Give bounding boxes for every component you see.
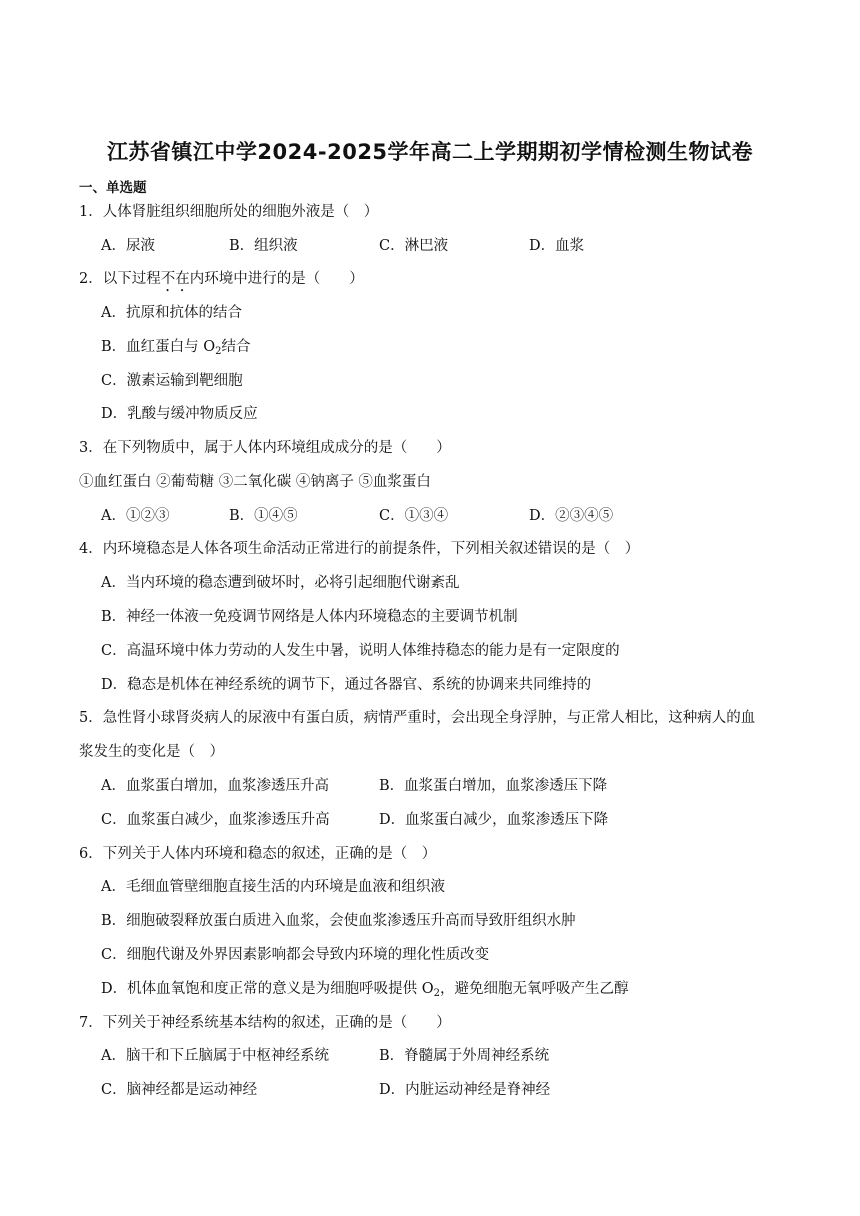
question-7-option-d: D．内脏运动神经是脊神经: [379, 1082, 551, 1098]
question-4-stem: 4．内环境稳态是人体各项生命活动正常进行的前提条件，下列相关叙述错误的是（ ）: [79, 541, 640, 557]
question-2-stem-post: 内环境中进行的是（ ）: [189, 271, 364, 287]
subscript: 2: [433, 988, 440, 999]
question-4-option-b: B．神经一体液一免疫调节网络是人体内环境稳态的主要调节机制: [101, 609, 518, 625]
question-4-option-d: D．稳态是机体在神经系统的调节下，通过各器官、系统的协调来共同维持的: [101, 677, 592, 693]
question-2-option-a: A．抗原和抗体的结合: [101, 305, 242, 321]
question-2-emphasis: 不在: [160, 271, 190, 287]
question-3-stem: 3．在下列物质中，属于人体内环境组成成分的是（ ）: [79, 440, 451, 456]
question-5-stem-line-2: 浆发生的变化是（ ）: [79, 744, 224, 760]
question-5-stem-line-1: 5．急性肾小球肾炎病人的尿液中有蛋白质，病情严重时，会出现全身浮肿，与正常人相比，这种病人的血: [79, 710, 756, 726]
question-5-option-c: C．血浆蛋白减少，血浆渗透压升高: [101, 812, 330, 828]
question-3-option-b: B．①④⑤: [229, 508, 298, 524]
question-7-option-c: C．脑神经都是运动神经: [101, 1082, 258, 1098]
question-3-option-c: C．①③④: [379, 508, 449, 524]
question-7-option-a: A．脑干和下丘脑属于中枢神经系统: [101, 1048, 329, 1064]
subscript: 2: [215, 346, 222, 357]
question-3-option-d: D．②③④⑤: [529, 508, 614, 524]
question-4-option-c: C．高温环境中体力劳动的人发生中暑，说明人体维持稳态的能力是有一定限度的: [101, 643, 620, 659]
question-2-stem: [79, 270, 364, 295]
question-5-option-d: D．血浆蛋白减少，血浆渗透压下降: [379, 812, 609, 828]
question-1-option-b: B．组织液: [229, 238, 298, 254]
question-1-option-c: C．淋巴液: [379, 238, 449, 254]
question-2-option-c: C．激素运输到靶细胞: [101, 373, 243, 389]
question-6-option-c: C．细胞代谢及外界因素影响都会导致内环境的理化性质改变: [101, 947, 490, 963]
question-2-option-d: D．乳酸与缓冲物质反应: [101, 406, 258, 422]
question-2-option-b-post: 结合: [221, 339, 251, 355]
question-1-option-d: D．血浆: [529, 238, 585, 254]
question-6-option-d-post: ，避免细胞无氧呼吸产生乙醇: [440, 981, 629, 997]
exam-title: 江苏省镇江中学2024-2025学年高二上学期期初学情检测生物试卷: [106, 140, 754, 164]
question-2-option-b-pre: B．血红蛋白与 O: [101, 339, 216, 355]
question-6-option-b: B．细胞破裂释放蛋白质进入血浆，会使血浆渗透压升高而导致肝组织水肿: [101, 913, 576, 929]
section-heading: 一、单选题: [79, 180, 147, 196]
question-7-option-b: B．脊髓属于外周神经系统: [379, 1048, 550, 1064]
question-3-option-a: A．①②③: [101, 508, 170, 524]
question-6-option-d-pre: D．机体血氧饱和度正常的意义是为细胞呼吸提供 O: [101, 981, 434, 997]
question-6-option-d: [101, 980, 629, 998]
question-1-stem: 1．人体肾脏组织细胞所处的细胞外液是（ ）: [79, 204, 379, 220]
question-5-option-b: B．血浆蛋白增加，血浆渗透压下降: [379, 778, 608, 794]
question-6-stem: 6．下列关于人体内环境和稳态的叙述，正确的是（ ）: [79, 846, 437, 862]
question-7-stem: 7．下列关于神经系统基本结构的叙述，正确的是（ ）: [79, 1015, 451, 1031]
question-1-option-a: A．尿液: [101, 238, 155, 254]
question-3-substance-list: ①血红蛋白 ②葡萄糖 ③二氧化碳 ④钠离子 ⑤血浆蛋白: [79, 474, 431, 490]
question-5-option-a: A．血浆蛋白增加，血浆渗透压升高: [101, 778, 329, 794]
question-6-option-a: A．毛细血管壁细胞直接生活的内环境是血液和组织液: [101, 879, 445, 895]
question-4-option-a: A．当内环境的稳态遭到破坏时，必将引起细胞代谢紊乱: [101, 575, 460, 591]
question-2-option-b: [101, 338, 251, 356]
question-2-stem-pre: 2．以下过程: [79, 271, 161, 287]
